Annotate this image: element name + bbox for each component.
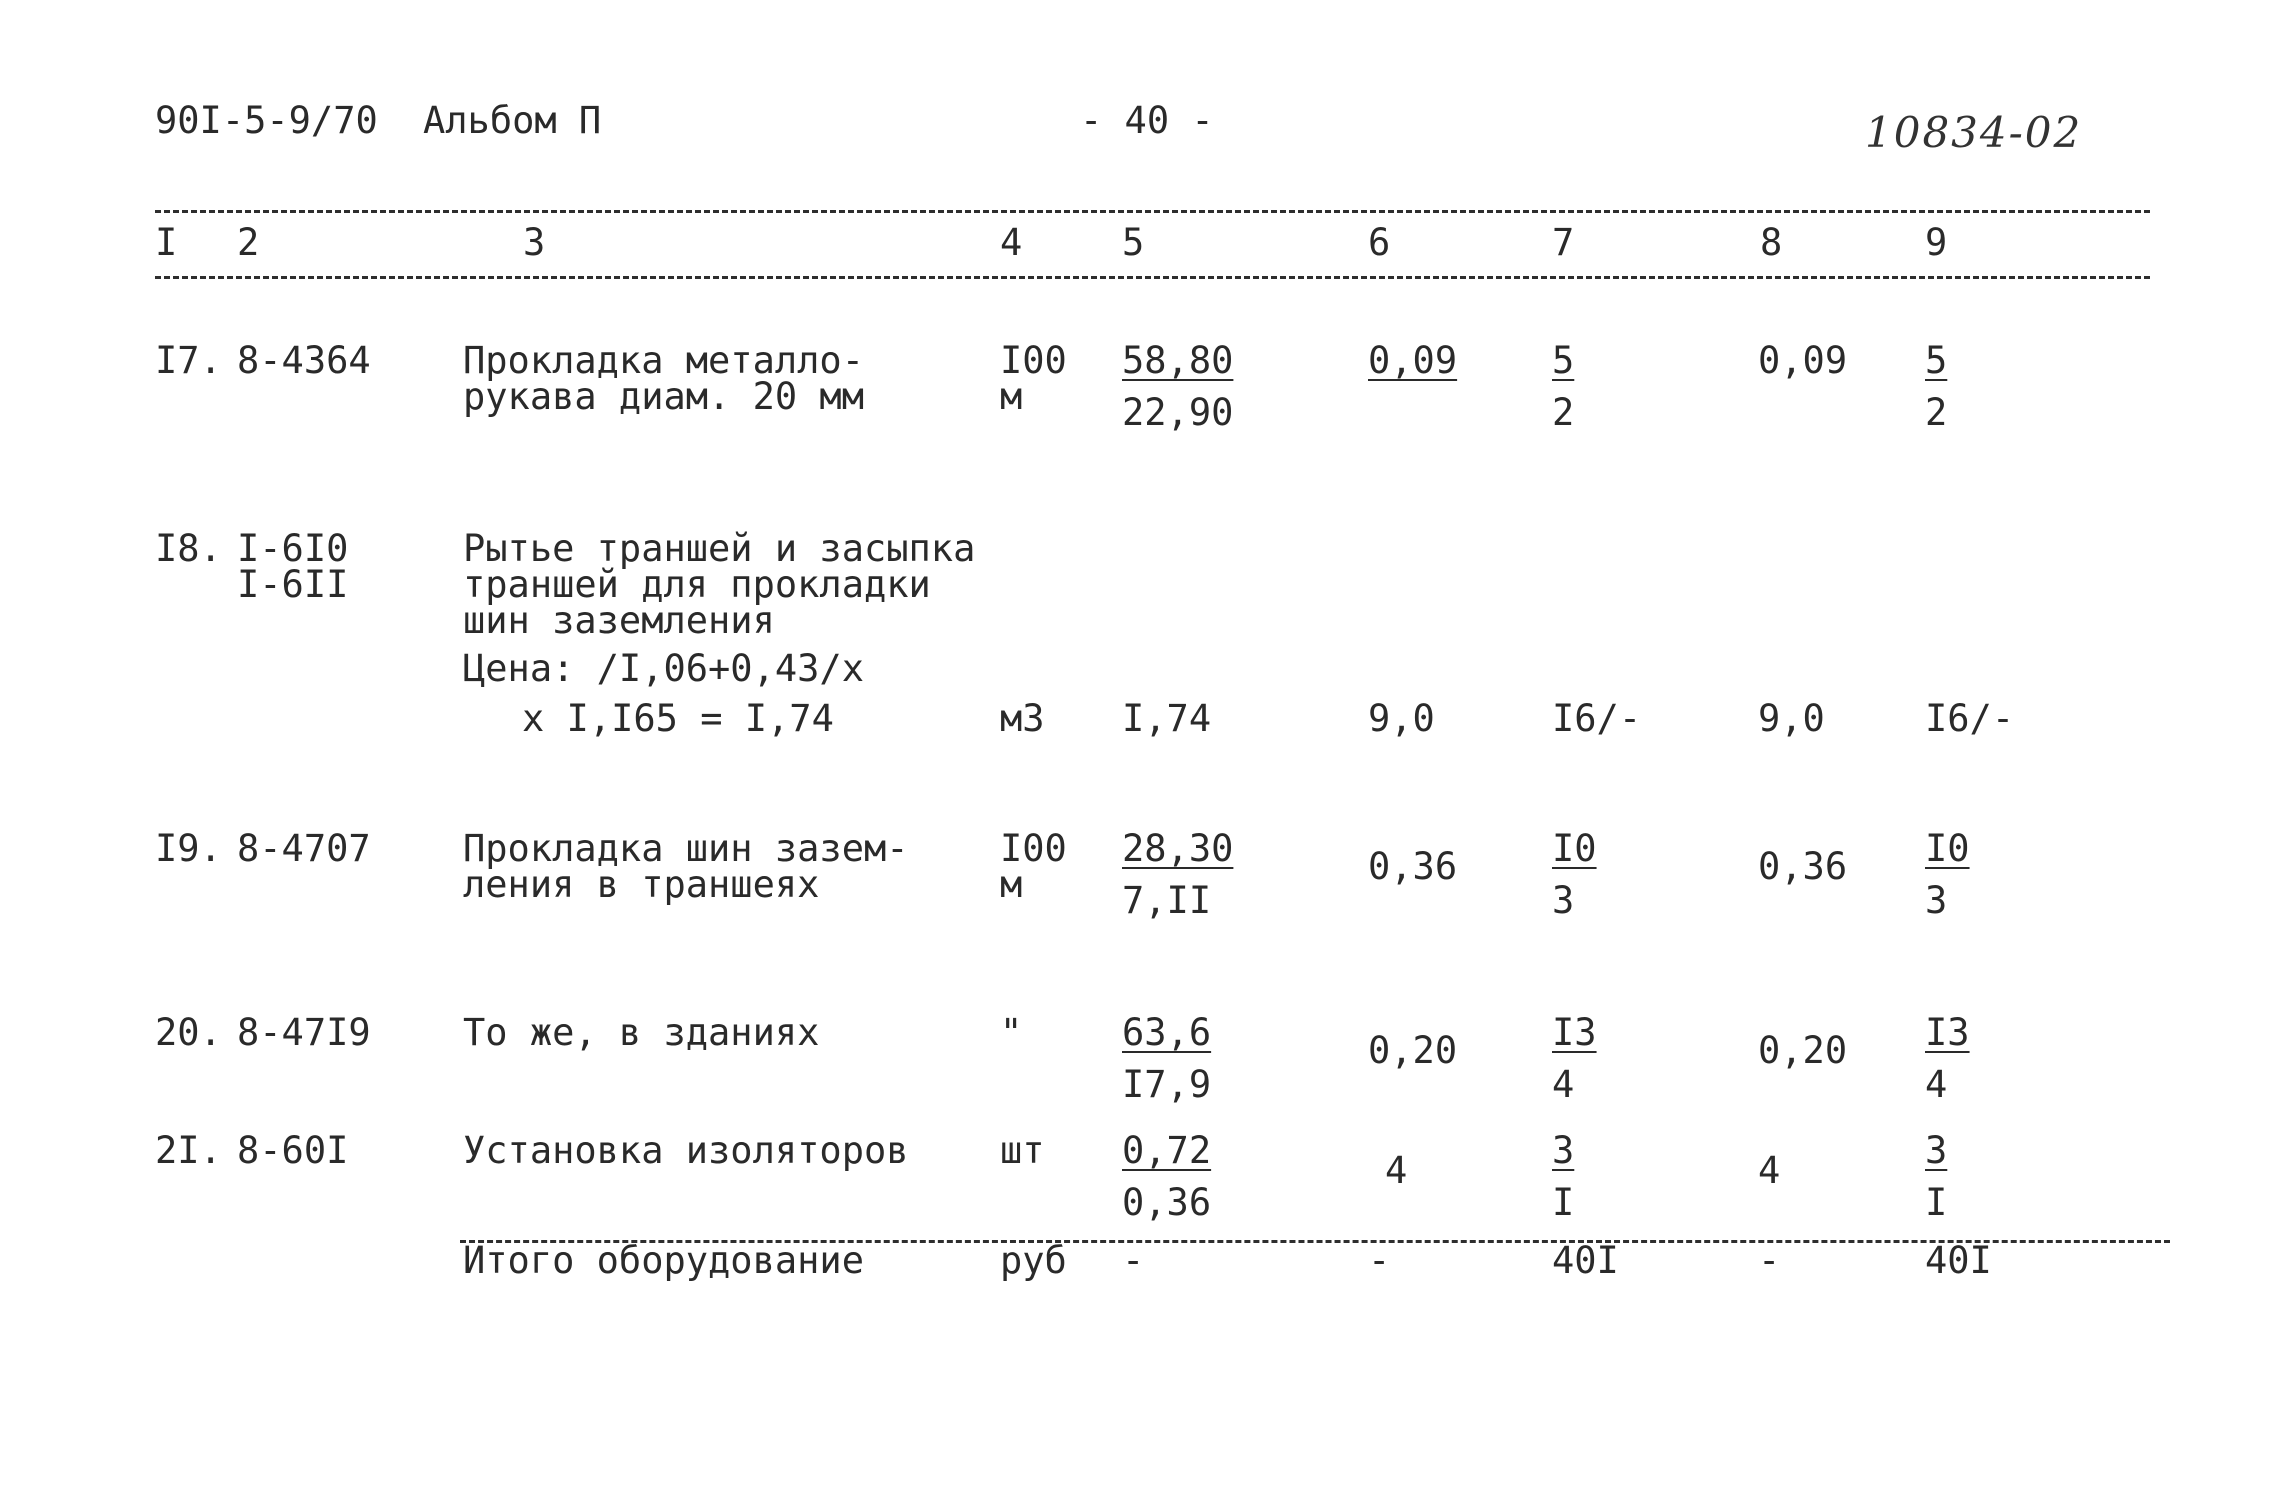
row-number: I9.	[155, 827, 222, 870]
page-number: - 40 -	[1080, 99, 1214, 142]
col-header: 5	[1122, 221, 1145, 264]
row-description: шин заземления	[463, 599, 775, 642]
col8-value: 9,0	[1758, 697, 1825, 740]
col9-top: I3	[1925, 1011, 1970, 1054]
row-number: I8.	[155, 527, 222, 570]
row-code: 8-47I9	[237, 1011, 371, 1054]
col6-value: 0,36	[1368, 845, 1458, 888]
row-code: 8-4707	[237, 827, 371, 870]
header-top-rule	[155, 210, 2150, 213]
total-label: Итого оборудование	[463, 1239, 864, 1282]
col9-top: I0	[1925, 827, 1970, 870]
row-description: Прокладка металло-	[463, 339, 864, 382]
row-unit: I00	[1000, 827, 1067, 870]
row-description: ления в траншеях	[463, 863, 820, 906]
col7-value: I6/-	[1552, 697, 1642, 740]
col9-bottom: 2	[1925, 391, 1948, 434]
col7-top: 3	[1552, 1129, 1575, 1172]
col7-top: I0	[1552, 827, 1597, 870]
handwritten-number: 10834-02	[1865, 108, 2083, 157]
col7-bottom: 4	[1552, 1063, 1575, 1106]
col-header: 6	[1368, 221, 1391, 264]
col5-top: 63,6	[1122, 1011, 1212, 1054]
col5-value: I,74	[1122, 697, 1212, 740]
col7-bottom: 3	[1552, 879, 1575, 922]
col6-value: 0,09	[1368, 339, 1458, 382]
col8-value: 4	[1758, 1149, 1781, 1192]
row-unit: "	[1000, 1011, 1023, 1054]
row-unit: шт	[1000, 1129, 1045, 1172]
col8-value: 0,36	[1758, 845, 1848, 888]
header-bottom-rule	[155, 276, 2150, 279]
col9-bottom: 4	[1925, 1063, 1948, 1106]
col8-value: 0,09	[1758, 339, 1848, 382]
col5-bottom: 0,36	[1122, 1181, 1212, 1224]
row-description: Установка изоляторов	[463, 1129, 909, 1172]
col-header: 4	[1000, 221, 1023, 264]
total-col9: 40I	[1925, 1239, 1992, 1282]
row-number: I7.	[155, 339, 222, 382]
col5-bottom: 7,II	[1122, 879, 1212, 922]
col-header: 9	[1925, 221, 1948, 264]
row-code: 8-4364	[237, 339, 371, 382]
col6-value: 4	[1385, 1149, 1408, 1192]
col8-value: 0,20	[1758, 1029, 1848, 1072]
document-code: 90I-5-9/70	[155, 99, 378, 142]
col6-value: 9,0	[1368, 697, 1435, 740]
total-col7: 40I	[1552, 1239, 1619, 1282]
col5-bottom: 22,90	[1122, 391, 1234, 434]
col5-top: 28,30	[1122, 827, 1234, 870]
row-unit: м	[1000, 863, 1023, 906]
row-description: рукава диам. 20 мм	[463, 375, 864, 418]
col7-bottom: 2	[1552, 391, 1575, 434]
row-number: 2I.	[155, 1129, 222, 1172]
col9-top: 5	[1925, 339, 1948, 382]
total-unit: руб	[1000, 1239, 1067, 1282]
total-col5: -	[1122, 1239, 1145, 1282]
row-description: Рытье траншей и засыпка	[463, 527, 976, 570]
col-header: I	[155, 221, 178, 264]
row-description: траншей для прокладки	[463, 563, 931, 606]
col7-bottom: I	[1552, 1181, 1575, 1224]
row-unit: м	[1000, 375, 1023, 418]
total-col6: -	[1368, 1239, 1391, 1282]
row-code: 8-60I	[237, 1129, 349, 1172]
col5-top: 0,72	[1122, 1129, 1212, 1172]
col-header: 2	[237, 221, 260, 264]
col-header: 7	[1552, 221, 1575, 264]
col9-value: I6/-	[1925, 697, 2015, 740]
col5-bottom: I7,9	[1122, 1063, 1212, 1106]
row-number: 20.	[155, 1011, 222, 1054]
row-unit: I00	[1000, 339, 1067, 382]
row-description: Прокладка шин зазем-	[463, 827, 909, 870]
col6-value: 0,20	[1368, 1029, 1458, 1072]
row-code: I-6II	[237, 563, 349, 606]
total-col8: -	[1758, 1239, 1781, 1282]
col7-top: 5	[1552, 339, 1575, 382]
col9-bottom: I	[1925, 1181, 1948, 1224]
col-header: 8	[1760, 221, 1783, 264]
col7-top: I3	[1552, 1011, 1597, 1054]
row-unit: м3	[1000, 697, 1045, 740]
row-code: I-6I0	[237, 527, 349, 570]
col9-bottom: 3	[1925, 879, 1948, 922]
col5-top: 58,80	[1122, 339, 1234, 382]
col9-top: 3	[1925, 1129, 1948, 1172]
row-description: То же, в зданиях	[463, 1011, 820, 1054]
album-label: Альбом П	[423, 99, 602, 142]
price-formula: Цена: /I,06+0,43/x	[463, 647, 864, 690]
price-formula: x I,I65 = I,74	[522, 697, 834, 740]
col-header: 3	[523, 221, 546, 264]
